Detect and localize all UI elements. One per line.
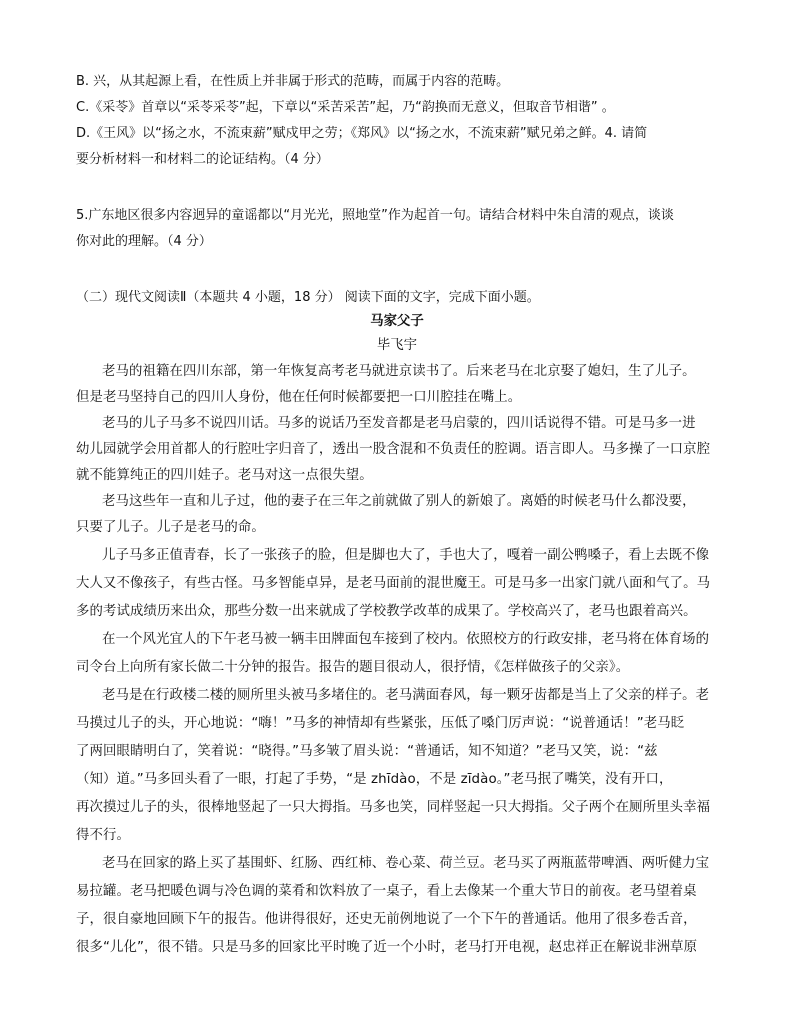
question-5-line2: 你对此的理解。（4 分） bbox=[76, 234, 212, 249]
passage-line: 易拉罐。老马把暖色调与冷色调的菜肴和饮料放了一桌子，看上去像某一个重大节日的前夜。老马望着桌 bbox=[76, 884, 697, 899]
passage-line: 老马的祖籍在四川东部，第一年恢复高考老马就进京读书了。后来老马在北京娶了媳妇，生了儿子。 bbox=[102, 364, 696, 379]
passage-line: 司令台上向所有家长做二十分钟的报告。报告的题目很动人，很抒情，《怎样做孩子的父亲》。 bbox=[76, 660, 630, 675]
passage-line: 老马是在行政楼二楼的厕所里头被马多堵住的。老马满面春风，每一颗牙齿都是当上了父亲的样子。老 bbox=[102, 688, 710, 703]
section-heading: （二）现代文阅读Ⅱ（本题共 4 小题，18 分） 阅读下面的文字，完成下面小题。 bbox=[76, 290, 540, 305]
passage-line: 老马的儿子马多不说四川话。马多的说话乃至发音都是老马启蒙的，四川话说得不错。可是马多一进 bbox=[102, 416, 696, 431]
passage-line: 马摸过儿子的头，开心地说：“嗨！”马多的神情却有些紧张，压低了嗓门厉声说：“说普通话！”老马眨 bbox=[76, 716, 685, 731]
option-d-line1: D.《王风》以“扬之水，不流束薪”赋戍甲之劳；《郑风》以“扬之水，不流束薪”赋兄弟之鲜。4. 请简 bbox=[76, 126, 648, 141]
passage-line: 就不能算纯正的四川娃子。老马对这一点很失望。 bbox=[76, 468, 373, 483]
passage-line: （知）道。”马多回头看了一眼，打起了手势，“是 zhīdào，不是 zīdào。”老马抿了嘴笑，没有开口， bbox=[76, 772, 673, 787]
passage-line: 很多“儿化”，很不错。只是马多的回家比平时晚了近一个小时，老马打开电视，赵忠祥正在解说非洲草原 bbox=[76, 940, 698, 955]
passage-line: 子，很自豪地回顾下午的报告。他讲得很好，还史无前例地说了一个下午的普通话。他用了很多卷舌音， bbox=[76, 912, 697, 927]
passage-line: 幼儿园就学会用首都人的行腔吐字归音了，透出一股含混和不负责任的腔调。语言即人。马多操了一口京腔 bbox=[76, 442, 711, 457]
option-d-line2: 要分析材料一和材料二的论证结构。（4 分） bbox=[76, 152, 329, 167]
passage-line: 只要了儿子。儿子是老马的命。 bbox=[76, 520, 265, 535]
passage-line: 儿子马多正值青春，长了一张孩子的脸，但是脚也大了，手也大了，嘎着一副公鸭嗓子，看上去既不像 bbox=[102, 548, 710, 563]
passage-line: 在一个风光宜人的下午老马被一辆丰田牌面包车接到了校内。依照校方的行政安排，老马将在体育场的 bbox=[102, 632, 710, 647]
passage-line: 但是老马坚持自己的四川人身份，他在任何时候都要把一口川腔挂在嘴上。 bbox=[76, 390, 522, 405]
passage-author: 毕飞宇 bbox=[376, 338, 418, 353]
option-b: B. 兴，从其起源上看，在性质上并非属于形式的范畴，而属于内容的范畴。 bbox=[76, 74, 510, 89]
passage-line: 再次摸过儿子的头，很棒地竖起了一只大拇指。马多也笑，同样竖起一只大拇指。父子两个在厕所里头幸福 bbox=[76, 800, 711, 815]
passage-line: 老马在回家的路上买了基围虾、红肠、西红柿、卷心菜、荷兰豆。老马买了两瓶蓝带啤酒、两听健力宝 bbox=[102, 856, 710, 871]
passage-line: 多的考试成绩历来出众，那些分数一出来就成了学校教学改革的成果了。学校高兴了，老马也跟着高兴。 bbox=[76, 604, 697, 619]
passage-line: 得不行。 bbox=[76, 828, 130, 843]
passage-title: 马家父子 bbox=[370, 314, 424, 329]
passage-line: 大人又不像孩子，有些古怪。马多智能卓异，是老马面前的混世魔王。可是马多一出家门就八面和气了。马 bbox=[76, 576, 711, 591]
passage-line: 老马这些年一直和儿子过，他的妻子在三年之前就做了别人的新娘了。离婚的时候老马什么都没要， bbox=[102, 494, 696, 509]
option-c: C.《采苓》首章以“采苓采苓”起，下章以“采苦采苦”起，乃“韵换而无意义，但取音节相谐” 。 bbox=[76, 100, 615, 115]
question-5-line1: 5.广东地区很多内容迥异的童谣都以“月光光，照地堂”作为起首一句。请结合材料中朱自清的观点，谈谈 bbox=[76, 208, 674, 223]
passage-line: 了两回眼睛明白了，笑着说：“晓得。”马多皱了眉头说：“普通话，知不知道？”老马又笑，说：“兹 bbox=[76, 744, 658, 759]
